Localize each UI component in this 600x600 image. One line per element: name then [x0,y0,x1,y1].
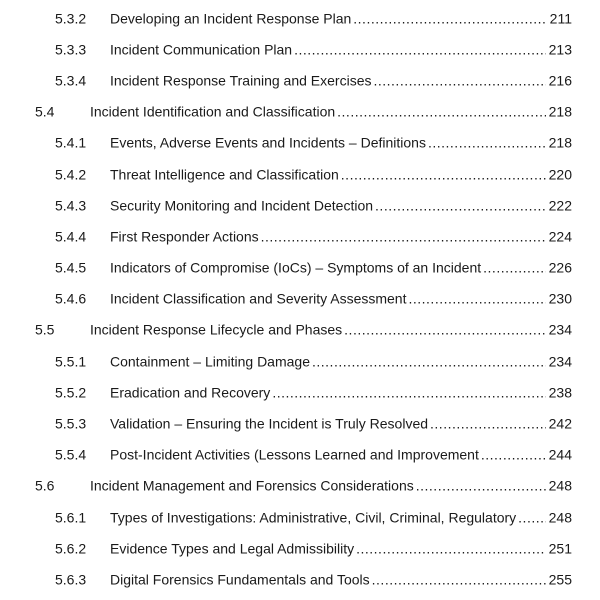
toc-entry-5-5[interactable] [0,315,600,346]
toc-entry-page: 218 [548,134,572,151]
toc-entry-page: 213 [548,41,572,58]
toc-entry-title: Developing an Incident Response Plan [110,10,352,27]
dot-leader [337,104,545,121]
toc-entry-title: Incident Communication Plan [110,41,293,58]
toc-entry-5-4-6[interactable] [0,284,600,315]
toc-entry-body [110,571,572,588]
toc-entry-body [110,41,572,58]
toc-entry-title: Indicators of Compromise (IoCs) – Symptoms of an Incident [110,259,482,276]
toc-entry-title: First Responder Actions [110,228,259,245]
toc-entry-5-5-1[interactable] [0,346,600,377]
toc-entry-5-4-1[interactable] [0,128,600,159]
toc-entry-body [90,478,572,495]
toc-entry-title: Threat Intelligence and Classification [110,166,339,183]
toc-entry-body [110,384,572,401]
dot-leader [261,228,546,245]
toc-entry-body [110,260,572,277]
dot-leader [312,353,546,370]
dot-leader [344,322,545,339]
toc-entry-title: Incident Management and Forensics Considerations [90,477,414,494]
dot-leader [416,478,546,495]
toc-entry-page: 211 [549,10,572,27]
toc-entry-body [110,291,572,308]
toc-entry-title: Eradication and Recovery [110,384,271,401]
toc-entry-body [110,353,572,370]
toc-entry-title: Evidence Types and Legal Admissibility [110,540,355,557]
toc-entry-page: 218 [548,103,572,120]
toc-entry-number: 5.4.2 [55,166,87,183]
toc-entry-5-4-4[interactable] [0,221,600,252]
toc-entry-page: 220 [548,166,572,183]
toc-entry-number: 5.4.5 [55,259,87,276]
toc-entry-title: Incident Response Lifecycle and Phases [90,321,343,338]
toc-entry-page: 244 [548,446,572,463]
toc-entry-body [110,228,572,245]
toc-entry-page: 222 [548,197,572,214]
toc-entry-5-4-5[interactable] [0,253,600,284]
toc-entry-5-5-2[interactable] [0,377,600,408]
toc-entry-page: 238 [548,384,572,401]
toc-entry-5-3-3[interactable] [0,34,600,65]
toc-entry-5-4-3[interactable] [0,190,600,221]
dot-leader [481,447,546,464]
toc-entry-page: 234 [548,321,572,338]
toc-entry-5-5-3[interactable] [0,408,600,439]
toc-entry-body [110,72,572,89]
toc-entry-number: 5.3.4 [55,72,87,89]
dot-leader [518,509,545,526]
toc-entry-body [110,416,572,433]
toc-entry-5-6[interactable] [0,471,600,502]
toc-entry-5-5-4[interactable] [0,440,600,471]
toc-entry-body [90,322,572,339]
toc-entry-number: 5.4.3 [55,197,87,214]
toc-entry-number: 5.3.3 [55,41,87,58]
toc-entry-body [110,540,572,557]
toc-entry-title: Incident Response Training and Exercises [110,72,372,89]
dot-leader [341,166,546,183]
toc-entry-number: 5.6 [35,477,55,494]
toc-entry-title: Validation – Ensuring the Incident is Truly Resolved [110,415,429,432]
toc-entry-body [110,10,572,27]
dot-leader [353,10,546,27]
toc-entry-page: 216 [548,72,572,89]
toc-entry-body [90,104,572,121]
toc-entry-page: 255 [548,571,572,588]
dot-leader [428,135,546,152]
toc-entry-5-6-2[interactable] [0,533,600,564]
toc-entry-title: Digital Forensics Fundamentals and Tools [110,571,370,588]
toc-entry-page: 226 [548,259,572,276]
toc-entry-body [110,135,572,152]
dot-leader [483,260,545,277]
toc-entry-title: Events, Adverse Events and Incidents – Definitions [110,134,426,151]
toc-entry-number: 5.4.1 [55,134,87,151]
toc-entry-body [110,166,572,183]
toc-entry-page: 234 [548,353,572,370]
toc-entry-body [110,447,572,464]
dot-leader [408,291,545,308]
toc-entry-title: Types of Investigations: Administrative, Civil, Criminal, Regulatory [110,509,517,526]
dot-leader [356,540,546,557]
dot-leader [375,197,546,214]
toc-entry-5-6-1[interactable] [0,502,600,533]
toc-entry-number: 5.6.2 [55,540,87,557]
toc-entry-number: 5.6.1 [55,509,87,526]
dot-leader [430,416,546,433]
toc-entry-number: 5.5.4 [55,446,87,463]
toc-entry-title: Incident Classification and Severity Assessment [110,290,407,307]
toc-entry-5-6-3[interactable] [0,564,600,595]
toc-entry-5-4-2[interactable] [0,159,600,190]
toc-entry-page: 242 [548,415,572,432]
toc-entry-number: 5.5 [35,321,55,338]
toc-entry-page: 248 [548,477,572,494]
toc-entry-page: 230 [548,290,572,307]
toc-entry-number: 5.4.6 [55,290,87,307]
toc-entry-title: Post-Incident Activities (Lessons Learned and Improvement [110,446,479,463]
dot-leader [294,41,546,58]
toc-entry-number: 5.6.3 [55,571,87,588]
toc-entry-page: 224 [548,228,572,245]
dot-leader [373,72,545,89]
toc-entry-number: 5.5.1 [55,353,87,370]
toc-entry-body [110,197,572,214]
toc-entry-body [110,509,572,526]
toc-entry-title: Containment – Limiting Damage [110,353,310,370]
toc-entry-page: 248 [548,509,572,526]
toc-entry-title: Security Monitoring and Incident Detection [110,197,374,214]
toc-entry-number: 5.3.2 [55,10,87,27]
table-of-contents [0,3,600,596]
toc-entry-title: Incident Identification and Classification [90,103,336,120]
toc-entry-5-4[interactable] [0,97,600,128]
dot-leader [372,571,546,588]
toc-entry-number: 5.5.3 [55,415,87,432]
toc-entry-number: 5.4 [35,103,55,120]
toc-entry-page: 251 [548,540,572,557]
toc-entry-number: 5.4.4 [55,228,87,245]
dot-leader [272,384,545,401]
toc-entry-5-3-2[interactable] [0,3,600,34]
toc-entry-number: 5.5.2 [55,384,87,401]
toc-entry-5-3-4[interactable] [0,65,600,96]
